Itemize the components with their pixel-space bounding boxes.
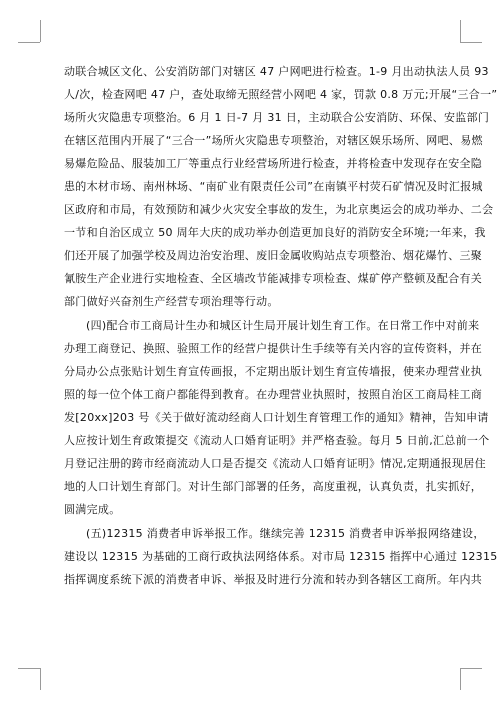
text-line: 地的人口计划生育部门。对计生部门部署的任务，高度重视，认真负责，扎实抓好，	[64, 480, 483, 493]
crop-mark-top-left-v	[40, 20, 41, 42]
paragraph-12315	[64, 522, 498, 591]
text-line: 人/次，检查网吧 47 户，查处取缔无照经营小网吧 4 家，罚款 0.8 万元;开展“三合一”	[64, 88, 498, 101]
paragraph-fire-safety	[64, 60, 498, 313]
crop-mark-bottom-left-v	[40, 668, 41, 690]
text-line: 建设以 12315 为基础的工商行政执法网络体系。对市局 12315 指挥中心通过 12315	[64, 550, 498, 563]
text-line: 月登记注册的跨市经商流动人口是否提交《流动人口婚育证明》情况,定期通报现居住	[64, 457, 486, 470]
text-line: 指挥调度系统下派的消费者申诉、举报及时进行分流和转办到各辖区工商所。年内共	[64, 573, 483, 586]
text-line: 办理工商登记、换照、验照工作的经营户提供计生手续等有关内容的宣传资料，并在	[64, 342, 483, 355]
text-line: 场所火灾隐患专项整治。6 月 1 日-7 月 31 日，主动联合公安消防、环保、安监部门	[64, 111, 490, 124]
text-line: 动联合城区文化、公安消防部门对辖区 47 户网吧进行检查。1-9 月出动执法人员 93	[64, 65, 489, 78]
text-line: (四)配合市工商局计生办和城区计生局开展计划生育工作。在日常工作中对前来	[86, 319, 480, 332]
text-line: 圆满完成。	[64, 503, 121, 516]
text-line: 一节和自治区成立 50 周年大庆的成功举办创造更加良好的消防安全环境;一年来，我	[64, 226, 486, 239]
text-line: 们还开展了加强学校及周边治安治理、废旧金属收购站点专项整治、烟花爆竹、三聚	[64, 249, 483, 262]
crop-mark-top-right-h	[460, 42, 482, 43]
text-line: 区政府和市局，有效预防和减少火灾安全事故的发生，为北京奥运会的成功举办、二会	[64, 203, 494, 216]
crop-mark-bottom-left-h	[18, 668, 40, 669]
crop-mark-top-left-h	[18, 42, 40, 43]
text-line: 易爆危险品、服装加工厂等重点行业经营场所进行检查，并将检查中发现存在安全隐	[64, 157, 483, 170]
text-line: 在辖区范围内开展了“三合一”场所火灾隐患专项整治，对辖区娱乐场所、网吧、易燃	[64, 134, 483, 147]
paragraph-family-planning	[64, 314, 490, 521]
crop-mark-bottom-right-v	[460, 668, 461, 690]
crop-mark-bottom-right-h	[460, 668, 482, 669]
text-line: 发[20xx]203 号《关于做好流动经商人口计划生育管理工作的通知》精神，告知申请	[64, 411, 489, 424]
text-line: 患的木材市场、南州林场、“南矿业有限责任公司”在南镇平村荧石矿情况及时汇报城	[64, 180, 483, 193]
text-line: 氰胺生产企业进行实地检查、全区墙改节能减排专项检查、煤矿停产整顿及配合有关	[64, 272, 483, 285]
text-line: (五)12315 消费者申诉举报工作。继续完善 12315 消费者申诉举报网络建设，	[86, 527, 485, 540]
text-line: 照的每一位个体工商户都能得到教育。在办理营业执照时，按照自治区工商局桂工商	[64, 388, 483, 401]
text-line: 部门做好兴奋剂生产经营专项治理等行动。	[64, 295, 279, 308]
text-line: 人应按计划生育政策提交《流动人口婚育证明》并严格查验。每月 5 日前,汇总前一个	[64, 434, 490, 447]
body-text	[64, 60, 498, 591]
crop-mark-top-right-v	[460, 20, 461, 42]
text-line: 分局办公点张贴计划生育宣传画报，不定期出版计划生育宣传墙报，使来办理营业执	[64, 365, 483, 378]
